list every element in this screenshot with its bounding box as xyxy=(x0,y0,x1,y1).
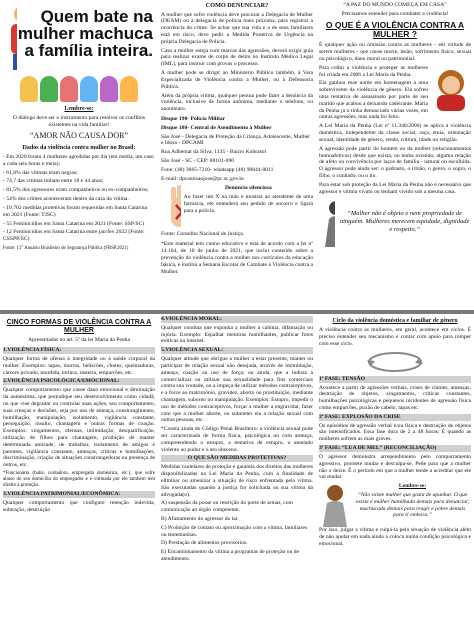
measure-item: B) Afastamento do agressor do lar. xyxy=(161,515,239,522)
stat-item: - 12 Feminicídios em Santa Catarina entre jan/fev 2022 (Fonte: CSSPP/SC) xyxy=(3,229,145,243)
remember-heading-2: Lembre-se: xyxy=(398,483,427,490)
closing-text: Por isso, julgar a vítima e culpá-la pela situação de violência além de não ajudar em nada ainda a coloca numa condição psicológica e emocional. xyxy=(319,527,471,547)
stats-source: Fonte: 15° Anuário Brasileiro de Segurança Pública (FBSP,2021) xyxy=(3,245,129,251)
protective-measures-list xyxy=(161,500,313,563)
phase-1-heading: 1ª FASE: TENSÃO xyxy=(319,376,471,383)
law-paragraph: A Lei Maria da Penha (Lei nº 11.340/2006) se aplica à violência doméstica, independente da classe social, raça, etnia, orientação sexual, identidade de gênero, renda, cultura, idade ou religião. xyxy=(319,123,471,143)
contact-item: E-mail: dpcamisaojose@pc.sc.gov.br xyxy=(161,175,245,182)
measure-item: A) suspensão da posse ou restrição do porte de armas, com comunicação ao órgão competente. xyxy=(161,500,293,514)
family-illustration-icon xyxy=(3,2,17,72)
back-column-2 xyxy=(161,316,313,565)
five-forms-intro: Apresentadas no art. 5º da lei Maria da Penha xyxy=(28,337,130,344)
front-column-3 xyxy=(319,2,471,247)
maria-penha-portrait-icon xyxy=(431,65,471,111)
cycle-arrows-icon xyxy=(365,350,425,374)
front-column-2 xyxy=(161,2,313,277)
phase-1-text: Acontece a partir de agressões verbais, crises de ciúmes, ameaças, destruição de objetos, xingamentos, críticas constantes, humilhações psicológicas e pequenos incidentes de agressão física como empurrões, puxão de cabelo, tapas etc. xyxy=(319,384,471,411)
stats-heading: Dados da violência contra mulher no Brasil: xyxy=(22,144,136,151)
contact-item: São José - Delegacia de Proteção da Criança, Adolescente, Mulher e Idoso - DPCAMI xyxy=(161,133,310,147)
remember-poem: “Não existe mulher que gosta de apanhar. O que existe é mulher humilhada demais para denunciar, machucada demais para reagir e pobre demais para ir embora.” xyxy=(355,491,470,519)
silent-report-text: Ao fazer um X na mão e mostrar ao atendente de uma farmácia, ele entenderá seu pedido de socorro e ligará para a polícia. xyxy=(183,194,313,214)
moral-violence-text: Qualquer conduta que exponha a mulher à calúnia, difamação ou injúria. Exemplo: Espalhar mentiras humilhantes, publicar fotos eróticas na internet. xyxy=(161,324,313,345)
physical-violence-heading: 1.VIOLÊNCIA FÍSICA: xyxy=(3,347,155,354)
psychological-violence-text: Qualquer comportamento que cause dano emocional e diminuição da autoestima, que prejudique seu desenvolvimento como cidadã, ou que vise degradar ou controlar suas ações, seu comportamento, suas crenças e decisões, seja por uso de ameaça, constrangimento, humilhação, manipulação, isolamento, vigilância constante, perseguição, insulto, chantagem e outras formas de coação. Exemplos: xingamentos, ofensas, intimidação, desqualificação, utilização de filhos para chantagem, proibição de manter determinada amizade, de trabalhar, isolamento de amigos e parentes, vigilância constante, ameaças, críticas e humilhações, discriminação, criação de situações constrangedoras na presença de outros, etc. xyxy=(3,387,155,469)
peace-quote: “A PAZ DO MUNDO COMEÇA EM CASA” xyxy=(343,2,447,8)
stat-item: - 19.702 medidas protetivas foram requeridas em Santa Catarina em 2021 (Fonte: TJSC) xyxy=(3,204,147,218)
stat-item: - 81,5% dos agressores eram companheiros ou ex-companheiros; xyxy=(3,187,149,194)
physical-violence-text: Qualquer forma de ofensa à integridade ou à saúde corporal da mulher. Exemplos: tapas, murros, beliscões, chutes, queimaduras, cárcere privado, mordida, tortura, rasteira, empurrões, etc. xyxy=(3,356,155,376)
love-slogan: “AMOR NÃO CAUSA DOR” xyxy=(29,130,128,140)
child-figure-icon xyxy=(60,76,78,102)
psychological-violence-heading: 2.VIOLÊNCIA PSICOLÓGICA/EMOCIONAL: xyxy=(3,378,155,385)
child-figure-icon xyxy=(100,76,118,102)
silent-report-heading: Denúncia silenciosa xyxy=(224,185,272,192)
contact-item: Disque 190- Polícia Militar xyxy=(161,115,226,122)
report-paragraph: Caso a mulher esteja com marcas das agressões, deverá exigir guia para realizar exame de corpo de delito no Instituto Médico Legal (IML), para instruir com provas o processo. xyxy=(161,47,313,68)
stat-item: - Em 2020 foram 4 mulheres agredidas por dia (em média, um caso a cada seis horas e meia); xyxy=(3,154,154,167)
brochure-title: Quem bate na mulher machuca a família inteira. xyxy=(17,7,153,60)
patrimonial-violence-heading: 3.VIOLÊNCIA PATRIMONIAL/ECONÔMICA: xyxy=(3,491,155,498)
child-figure-icon xyxy=(40,76,58,102)
law-paragraph: Para coibir a violência e proteger as mulheres foi criada em 2006 a Lei Maria da Penha. xyxy=(319,64,428,78)
contact-list xyxy=(161,116,313,183)
remember-text: O diálogo deve ser o instrumento para resolver os conflitos existentes na vida familiar! xyxy=(12,115,146,129)
stat-item: - 74,7 das vítimas tinham entre 18 e 44 anos; xyxy=(3,178,104,185)
hand-x-icon xyxy=(161,185,181,231)
cycle-diagram xyxy=(319,350,471,374)
sexual-violence-text: Qualquer atitude que obrigue a mulher a estar presente, manter ou participar de relação sexual não desejada, através de intimidação, ameaça, coação ou uso de força; ou ainda, que a induza a comercializar ou utilizar sua sexualidade para fins comerciais contra sua vontade, ou a impeça de utilizar métodos contraceptivos, e a force ao matrimônio, gravidez, aborto ou prostituição, mediante chantagem, suborno ou manipulação. Exemplos: Estupro, impedir o uso de métodos contraceptivos, forçar a mulher a engravidar, fazer com que a mulher aborte, ou submeter ela a relação sexual com outras pessoas, etc. xyxy=(161,356,313,424)
stat-item: - 61,8% das vítimas eram negras; xyxy=(3,169,78,176)
contact-item: São José - SC - CEP: 88101-090 xyxy=(161,158,235,164)
sad-woman-icon xyxy=(319,483,351,527)
silent-report-source: Fonte: Conselho Nacional de Justiça. xyxy=(161,231,245,238)
moral-violence-heading: 4.VIOLÊNCIA MORAL: xyxy=(161,316,313,323)
child-figure-icon xyxy=(120,76,138,102)
phase-3-heading: 3ª FASE: “LUA DE MEL” (RECONCILIAÇÃO) xyxy=(319,445,471,452)
cycle-heading: Ciclo da violência doméstica e familiar de gênero xyxy=(332,318,458,324)
measure-item: C) Proibição de contato ou aproximação com a vítima, familiares ou testemunhas. xyxy=(161,524,308,538)
what-is-violence-heading: O QUE É A VIOLÊNCIA CONTRA A MULHER ? xyxy=(325,19,465,39)
remember-heading: Lembre-se: xyxy=(64,106,94,112)
report-paragraph: Além da própria vítima, qualquer pessoa pode fazer a denúncia da violência, inclusive de forma anônima, mediante o telefone, ou anonimato. xyxy=(161,92,313,113)
phase-2-heading: 2ª FASE: EXPLOSÃO DA CRISE xyxy=(319,414,471,421)
law-paragraph: Ela ganhou esse nome em homenagem a uma sobrevivente da violência de gênero. Ela sofreu uma tentativa de assassinato por parte de seu marido que acabou a deixando cadeirante. Maria da Penha já o tinha denunciado várias vezes, em outras agressões, mas nada foi feito. xyxy=(319,80,428,121)
protective-measures-text: Medidas cautelares de proteção e garantia dos direitos das mulheres disponibilizadas na Lei Maria da Penha, com a finalidade de eliminar ou amenizar a situação de risco enfrentada pela vítima. São executadas quando a justiça for solicitada ou sua vítima da advogada(o). xyxy=(161,464,313,498)
back-column-3 xyxy=(319,316,471,550)
measure-item: D) Prestação de alimentos provisórios. xyxy=(161,540,248,547)
stat-item: - 54% dos crimes aconteceram dentro da casa da vítima. xyxy=(3,196,129,203)
understand-text: Precisamos entender para combater a violência! xyxy=(341,10,449,17)
law-paragraph: A agressão pode partir do homem ou da mulher (relacionamentos homoafetivos) desde que exista, ou tenha existido, alguma relação de afeto ou convivência por laços de família - natural ou escolhida. O agressor pode ainda ser: o padrasto, o irmão, o genro, o sogro, o filho, o cunhado, ou o tio. xyxy=(319,145,471,179)
maria-penha-block xyxy=(319,65,471,124)
protective-measures-heading: O QUE SÃO MEDIDAS PROTETIVAS? xyxy=(161,455,313,462)
report-heading: COMO DENUNCIAR? xyxy=(205,2,269,9)
patrimonial-violence-text: Qualquer comportamento que configure retenção indevida, subtração, destruição xyxy=(3,500,155,513)
front-column-1 xyxy=(3,2,155,254)
five-forms-heading: CINCO FORMAS DE VIOLÊNCIA CONTRA A MULHER xyxy=(6,319,152,334)
penal-code-note: *Consta ainda do Código Penal Brasileiro: a violência sexual pode ser caracterizada de forma física, psicológica ou com ameaça, compreendendo o estupro, a tentativa de estupro, o atentado violento ao pudor e o ato obsceno. xyxy=(161,426,313,453)
brochure-page-front xyxy=(0,0,474,310)
woman-silhouette-icon xyxy=(319,199,335,247)
law-paragraph: Para estar sob proteção da Lei Maria da Penha não é necessário que agressor e vítima vivam ou tenham vivido sob a mesma casa. xyxy=(319,181,471,195)
child-figure-icon xyxy=(80,76,98,102)
measure-item: E) Encaminhamento da vítima a programas de proteção ou de atendimento. xyxy=(161,549,300,562)
phase-2-text: Os episódios de agressão verbal e/ou física e destruição de objetos são intensificados. Essa fase dura de 2 a 48 horas. É quando as mulheres sofrem as mais graves. xyxy=(319,422,471,443)
sexual-violence-heading: 5.VIOLÊNCIA SEXUAL: xyxy=(161,347,313,354)
remember-quote-block xyxy=(319,483,471,527)
report-paragraph: A mulher pode se dirigir ao Ministério Público também, à Vara Especializada de Violência contra a Mulher, ou à Defensoria Pública. xyxy=(161,70,313,90)
children-illustration xyxy=(3,76,155,102)
legal-note: *Este material tem cunho educativo e está de acordo com a lei nº 14.164, de 10 de junho de 2021, que inclui conteúdo sobre a prevenção da violência contra a mulher nos currículos da educação básica, e institui a Semana Escolar de Combate à Violência contra a Mulher. xyxy=(161,241,313,275)
employee-note: *Funcionária (babá, cuidadora, empregada doméstica, etc.), que sofre abuso do seu domicílio do empregador e é vitimada por ele também tem direito à proteção. xyxy=(3,471,155,489)
silent-report-box xyxy=(161,185,313,231)
stat-item: - 55 Feminicídios em Santa Catarina em 2021 (Fonte: SSP/SC) xyxy=(3,220,145,227)
stats-list xyxy=(3,154,155,243)
back-column-1 xyxy=(3,316,155,516)
cycle-intro: A violência contra as mulheres, em geral, acontece em ciclos. É preciso entender seu mecanismo e contar com apoio para romper com esse ciclo. xyxy=(319,327,471,347)
phase-3-text: O agressor demonstra arrependimento pelo comportamento agressivo, promete mudar e desculpa-se. Pede para que a mulher não o deixe. É o período em que a mulher tende a acreditar que ele vai mudar. xyxy=(319,453,471,481)
brochure-page-back xyxy=(0,314,474,632)
contact-item: Disque 180- Central de Atendimento à Mulher xyxy=(161,124,272,131)
dignity-quote-block xyxy=(319,199,471,247)
definition-paragraph: É qualquer ação ou omissão contra as mulheres - em virtude de serem mulheres - que cause morte, lesão, sofrimento físico, sexual ou psicológico, dano moral ou patrimonial. xyxy=(319,42,471,62)
report-paragraph: A mulher que sofre violência deve procurar a Delegacia de Mulher (DEAM) ou a delegacia de polícia mais próxima, para registrar a ocorrência do crime. Se achar que sua vida e a de seus familiares está em risco, deve pedir a Medida Protetiva de Urgência na própria Delegacia de Polícia. xyxy=(161,11,313,45)
child-figure-icon xyxy=(20,76,38,102)
contact-item: Fone: (48) 3665-7210- whatsapp (48) 98844-0011 xyxy=(161,166,274,173)
dignity-quote: “Mulher não é objeto e nem propriedade de ninguém. Mulheres merecem equidade, dignidade e respeito.” xyxy=(339,210,470,234)
contact-item: Rua Adhemar da Silva, 1135 - Bairro Kobrasol xyxy=(161,149,267,156)
